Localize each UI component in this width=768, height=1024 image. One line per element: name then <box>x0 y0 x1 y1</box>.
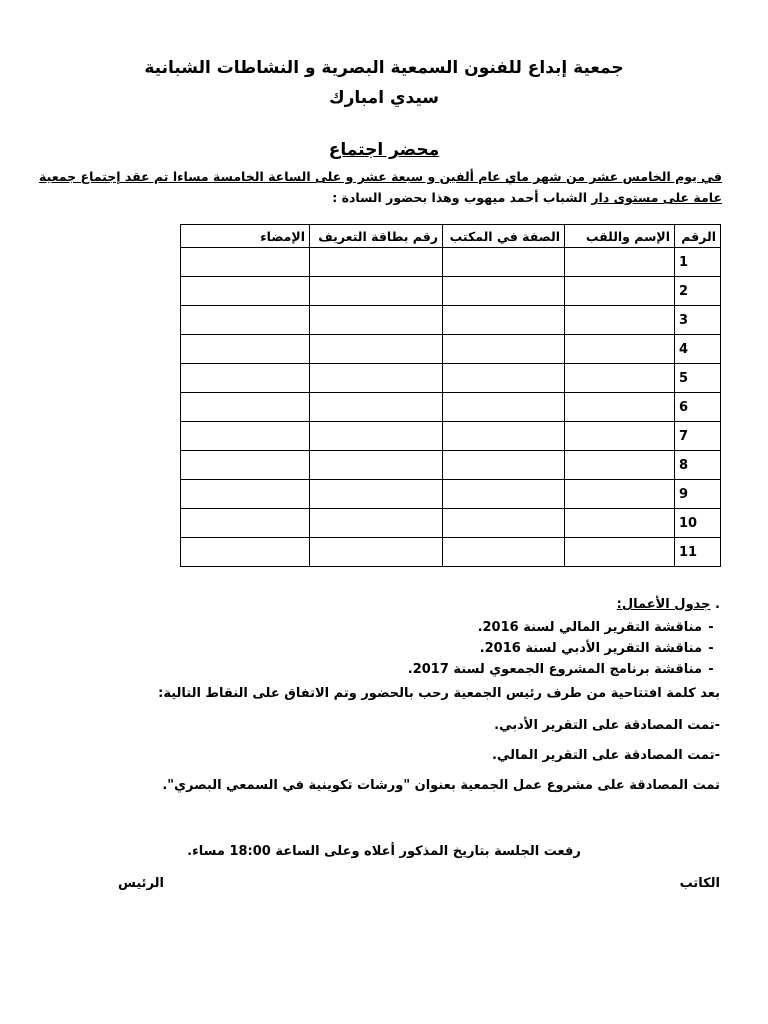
header-id-number: رقم بطاقة التعريف <box>310 225 443 248</box>
closing-statement: رفعت الجلسة بتاريخ المذكور أعلاه وعلى الساعة 18:00 مساء. <box>187 844 581 859</box>
role-cell <box>443 451 565 480</box>
intro-paragraph <box>39 166 722 208</box>
signature-cell <box>181 277 310 306</box>
table-row <box>181 248 721 277</box>
header-name: الإسم واللقب <box>565 225 675 248</box>
decision-financial-report: -تمت المصادقة على التقرير المالي. <box>492 748 720 763</box>
role-cell <box>443 335 565 364</box>
table-header-row <box>181 225 721 248</box>
id-number-cell <box>310 509 443 538</box>
row-number-cell: 7 <box>675 422 721 451</box>
row-number-cell: 6 <box>675 393 721 422</box>
signature-cell <box>181 422 310 451</box>
signature-cell <box>181 306 310 335</box>
president-signature-label: الرئيس <box>118 876 164 891</box>
id-number-cell <box>310 538 443 567</box>
document-title-text: محضر اجتماع <box>328 140 440 160</box>
document-title <box>0 140 768 160</box>
name-cell <box>565 335 675 364</box>
name-cell <box>565 451 675 480</box>
name-cell <box>565 422 675 451</box>
signature-cell <box>181 335 310 364</box>
role-cell <box>443 277 565 306</box>
id-number-cell <box>310 422 443 451</box>
role-cell <box>443 364 565 393</box>
id-number-cell <box>310 306 443 335</box>
table-row <box>181 538 721 567</box>
name-cell <box>565 509 675 538</box>
intro-line-2-rest: الشباب أحمد ميهوب وهذا بحضور السادة : <box>332 190 592 205</box>
name-cell <box>565 248 675 277</box>
agenda-item-text: مناقشة التقرير المالي لسنة 2016. <box>477 620 702 635</box>
agenda-item-text: مناقشة التقرير الأدبي لسنة 2016. <box>479 641 702 656</box>
row-number-cell: 2 <box>675 277 721 306</box>
decision-intro: بعد كلمة افتتاحية من طرف رئيس الجمعية رحب بالحضور وتم الاتفاق على النقاط التالية: <box>158 686 720 701</box>
bullet-dash: - <box>708 662 714 677</box>
role-cell <box>443 538 565 567</box>
secretary-signature-label: الكاتب <box>679 876 720 891</box>
agenda-prefix: . <box>710 597 720 612</box>
row-number-cell: 9 <box>675 480 721 509</box>
intro-line-2-underlined: عامة على مستوى دار <box>591 190 722 205</box>
name-cell <box>565 538 675 567</box>
id-number-cell <box>310 480 443 509</box>
role-cell <box>443 480 565 509</box>
table-row <box>181 335 721 364</box>
table-body <box>181 248 721 567</box>
id-number-cell <box>310 248 443 277</box>
row-number-cell: 1 <box>675 248 721 277</box>
table-row <box>181 451 721 480</box>
role-cell <box>443 306 565 335</box>
role-cell <box>443 422 565 451</box>
row-number-cell: 4 <box>675 335 721 364</box>
table-row <box>181 364 721 393</box>
table-row <box>181 480 721 509</box>
role-cell <box>443 248 565 277</box>
table-row <box>181 393 721 422</box>
table-row <box>181 306 721 335</box>
row-number-cell: 10 <box>675 509 721 538</box>
agenda-list <box>408 617 720 680</box>
city-name: سيدي امبارك <box>328 88 440 108</box>
name-cell <box>565 277 675 306</box>
table-row <box>181 509 721 538</box>
header-signature: الإمضاء <box>181 225 310 248</box>
list-item <box>408 659 720 680</box>
agenda-heading <box>617 597 720 612</box>
role-cell <box>443 393 565 422</box>
table-row <box>181 422 721 451</box>
signature-cell <box>181 509 310 538</box>
row-number-cell: 3 <box>675 306 721 335</box>
id-number-cell <box>310 364 443 393</box>
signature-cell <box>181 538 310 567</box>
signature-cell <box>181 364 310 393</box>
bullet-dash: - <box>708 641 714 656</box>
bullet-dash: - <box>708 620 714 635</box>
id-number-cell <box>310 393 443 422</box>
signature-cell <box>181 248 310 277</box>
list-item <box>408 638 720 659</box>
id-number-cell <box>310 277 443 306</box>
row-number-cell: 8 <box>675 451 721 480</box>
row-number-cell: 5 <box>675 364 721 393</box>
decision-project: تمت المصادقة على مشروع عمل الجمعية بعنوان "ورشات تكوينية في السمعي البصري". <box>162 778 720 793</box>
header-number: الرقم <box>675 225 721 248</box>
header-role: الصفة في المكتب <box>443 225 565 248</box>
agenda-item-text: مناقشة برنامج المشروع الجمعوي لسنة 2017. <box>407 662 702 677</box>
signature-cell <box>181 451 310 480</box>
attendance-table <box>180 224 721 567</box>
intro-line-2 <box>52 187 722 208</box>
name-cell <box>565 364 675 393</box>
name-cell <box>565 306 675 335</box>
role-cell <box>443 509 565 538</box>
org-name: جمعية إبداع للفنون السمعية البصرية و النشاطات الشبانية <box>144 58 624 78</box>
decision-literary-report: -تمت المصادقة على التقرير الأدبي. <box>494 718 720 733</box>
list-item <box>408 617 720 638</box>
signature-cell <box>181 480 310 509</box>
name-cell <box>565 480 675 509</box>
table-row <box>181 277 721 306</box>
signature-cell <box>181 393 310 422</box>
id-number-cell <box>310 451 443 480</box>
intro-line-1: في يوم الخامس عشر من شهر ماي عام ألفين و سبعة عشر و على الساعة الخامسة مساءا تم عقد إجتماع جمعية <box>39 169 722 184</box>
row-number-cell: 11 <box>675 538 721 567</box>
id-number-cell <box>310 335 443 364</box>
agenda-heading-text: جدول الأعمال: <box>616 597 711 612</box>
name-cell <box>565 393 675 422</box>
